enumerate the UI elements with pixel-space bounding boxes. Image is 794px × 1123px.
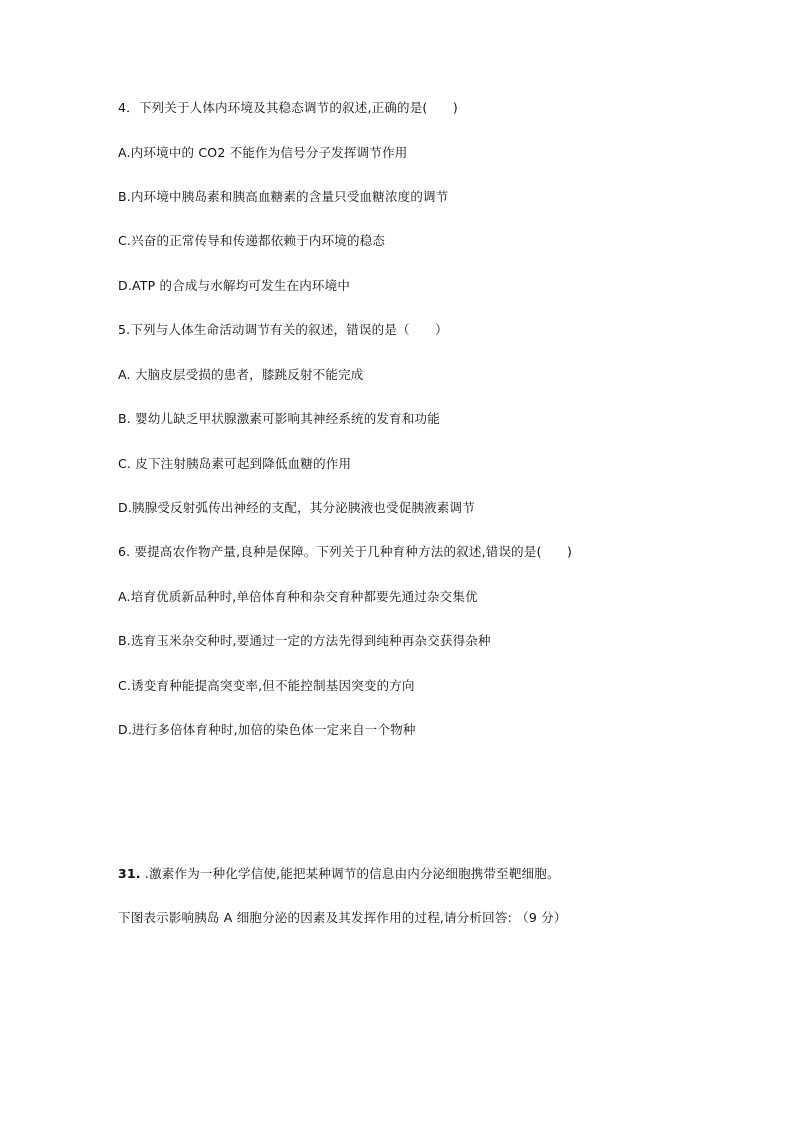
question-5-stem: 5.下列与人体生命活动调节有关的叙述，错误的是（ ） bbox=[118, 322, 448, 337]
question-6-option-b: B.选育玉米杂交种时,要通过一定的方法先得到纯种再杂交获得杂种 bbox=[118, 633, 491, 648]
question-4-option-d: D.ATP 的合成与水解均可发生在内环境中 bbox=[118, 278, 351, 293]
question-5-option-b: B. 婴幼儿缺乏甲状腺激素可影响其神经系统的发育和功能 bbox=[118, 411, 440, 426]
question-6-option-d: D.进行多倍体育种时,加倍的染色体一定来自一个物种 bbox=[118, 722, 416, 737]
question-31-intro: .激素作为一种化学信使,能把某种调节的信息由内分泌细胞携带至靶细胞。 bbox=[140, 866, 560, 881]
question-31-line-2: 下图表示影响胰岛 A 细胞分泌的因素及其发挥作用的过程,请分析回答: （9 分） bbox=[118, 910, 567, 925]
question-6-option-a: A.培育优质新品种时,单倍体育种和杂交育种都要先通过杂交集优 bbox=[118, 589, 478, 604]
question-31-line-1 bbox=[118, 866, 560, 882]
question-4-option-b: B.内环境中胰岛素和胰高血糖素的含量只受血糖浓度的调节 bbox=[118, 189, 449, 204]
question-6-stem: 6. 要提高农作物产量,良种是保障。下列关于几种育种方法的叙述,错误的是( ) bbox=[118, 544, 573, 559]
question-5-option-d: D.胰腺受反射弧传出神经的支配，其分泌胰液也受促胰液素调节 bbox=[118, 500, 475, 515]
question-6-option-c: C.诱变育种能提高突变率,但不能控制基因突变的方向 bbox=[118, 678, 415, 693]
question-5-option-c: C. 皮下注射胰岛素可起到降低血糖的作用 bbox=[118, 456, 352, 471]
question-31-number: 31. bbox=[118, 866, 141, 881]
question-4-option-c: C.兴奋的正常传导和传递都依赖于内环境的稳态 bbox=[118, 233, 386, 248]
question-5-option-a: A. 大脑皮层受损的患者，膝跳反射不能完成 bbox=[118, 367, 364, 382]
question-4-option-a: A.内环境中的 CO2 不能作为信号分子发挥调节作用 bbox=[118, 145, 408, 160]
question-4-stem: 4．下列关于人体内环境及其稳态调节的叙述,正确的是( ) bbox=[118, 100, 458, 115]
